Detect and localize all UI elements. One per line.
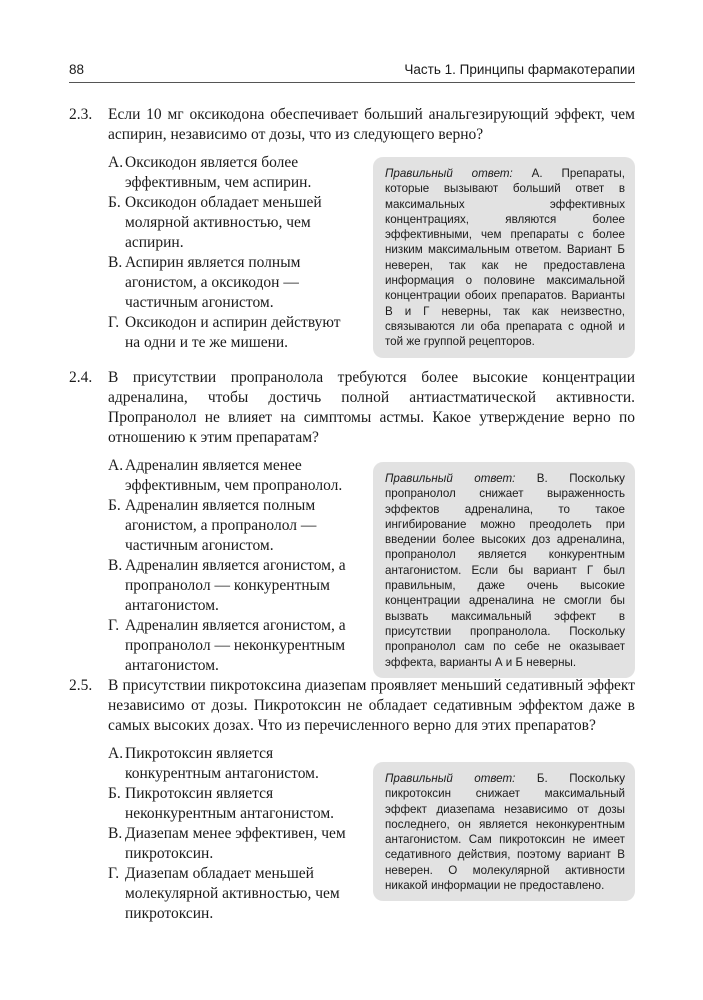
option-letter: А. [108,154,124,171]
option-d [108,864,346,924]
option-letter: Г. [108,865,120,882]
question-body [108,744,635,924]
question-text: В присутствии пикротоксина диазепам проявляет меньший седативный эффект независимо от дозы. Пикротоксин не обладает седативным эффектом даже в самых высоких дозах. Что из перечисленного верно для этих препаратов? [108,677,635,734]
option-text: Пикротоксин является конкурентным антагонистом. [125,745,319,782]
answer-text: Б. Поскольку пикротоксин снижает максимальный эффект диазепама независимо от дозы последнего, он является неконкурентным антагонистом. Сам пикротоксин не имеет седативного действия, поэтому вариант В неверен. О молекулярной активности никакой информации не предоставлено. [385,772,625,893]
page-header [69,60,635,83]
question-text: В присутствии пропранолола требуются более высокие концентрации адреналина, чтобы достичь полной антиастматической активности. Пропранолол не влияет на симптомы астмы. Какое утверждение верно по отношению к этим препаратам? [108,369,635,446]
option-letter: Г. [108,617,120,634]
option-a [108,456,346,496]
option-b [108,496,346,556]
section-title: Часть 1. Принципы фармакотерапии [404,62,635,77]
question-body [108,456,635,676]
question-2-3 [69,105,635,353]
question-2-5 [69,676,635,924]
option-text: Оксикодон является более эффективным, чем аспирин. [125,154,312,191]
option-b [108,193,346,253]
question-number: 2.3. [69,106,93,123]
option-letter: Г. [108,314,120,331]
answer-box [373,462,635,678]
question-2-4 [69,368,635,676]
answer-options [108,153,346,353]
option-d [108,313,346,353]
page-number: 88 [69,62,85,77]
option-letter: В. [108,825,123,842]
option-letter: В. [108,557,123,574]
answer-label: Правильный ответ: [385,472,516,485]
option-letter: Б. [108,497,121,514]
answer-label: Правильный ответ: [385,167,513,180]
option-c [108,824,346,864]
answer-text: В. Поскольку пропранолол снижает выраженность эффектов адреналина, то такое ингибирование можно преодолеть при введении более высоких доз адреналина, пропранолол является конкурентным антагонистом. Если бы вариант Г был правильным, даже очень высокие концентрации адреналина не смогли бы вызвать максимальный эффект в присутствии пропранолола. Поскольку пропранолол сам по себе не оказывает эффекта, варианты А и Б неверны. [385,472,625,669]
option-text: Аспирин является полным агонистом, а оксикодон — частичным агонистом. [125,254,301,311]
answer-box [373,762,635,901]
option-a [108,153,346,193]
option-letter: А. [108,745,124,762]
option-c [108,253,346,313]
option-text: Оксикодон обладает меньшей молярной активностью, чем аспирин. [125,194,322,251]
option-c [108,556,346,616]
option-text: Диазепам обладает меньшей молекулярной активностью, чем пикротоксин. [125,865,340,922]
option-text: Адреналин является менее эффективным, чем пропранолол. [125,457,343,494]
option-a [108,744,346,784]
question-text: Если 10 мг оксикодона обеспечивает больший анальгезирующий эффект, чем аспирин, независимо от дозы, что из следующего верно? [108,106,635,143]
option-text: Адреналин является агонистом, а пропранолол — конкурентным антагонистом. [125,557,346,614]
option-text: Оксикодон и аспирин действуют на одни и те же мишени. [125,314,341,351]
answer-box [373,157,635,358]
option-letter: Б. [108,785,121,802]
answer-options [108,744,346,924]
option-d [108,616,346,676]
question-number: 2.5. [69,677,93,694]
option-text: Адреналин является полным агонистом, а пропранолол — частичным агонистом. [125,497,317,554]
answer-options [108,456,346,676]
option-letter: А. [108,457,124,474]
option-letter: Б. [108,194,121,211]
option-text: Пикротоксин является неконкурентным антагонистом. [125,785,335,822]
option-text: Диазепам менее эффективен, чем пикротоксин. [125,825,346,862]
question-body [108,153,635,353]
question-number: 2.4. [69,369,93,386]
option-b [108,784,346,824]
answer-label: Правильный ответ: [385,772,516,785]
option-letter: В. [108,254,123,271]
option-text: Адреналин является агонистом, а пропранолол — неконкурентным антагонистом. [125,617,346,674]
answer-text: А. Препараты, которые вызывают больший ответ в максимальных эффективных концентрациях, являются более эффективными, чем препараты с более низким максимальным ответом. Вариант Б неверен, так как не предоставлена информация о половине максимальной концентрации обоих препаратов. Варианты В и Г неверны, так как неизвестно, связываются ли оба препарата с одной и той же группой рецепторов. [385,167,625,349]
